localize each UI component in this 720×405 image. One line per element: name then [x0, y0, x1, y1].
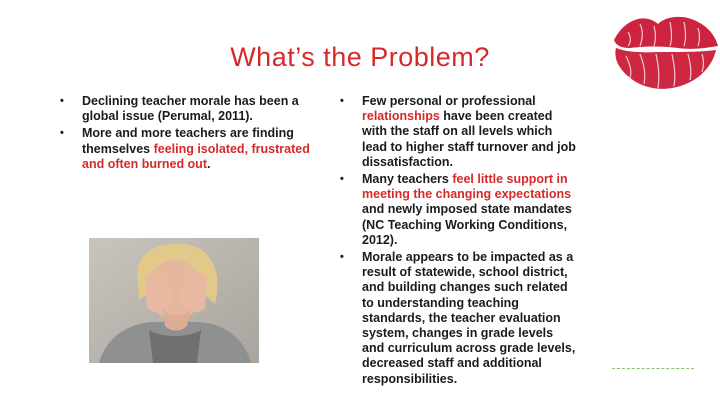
bullet-text-end: . [206, 156, 211, 171]
list-item [60, 94, 322, 124]
left-column [60, 94, 322, 174]
bullet-text: More and more teachers are finding themselves [82, 126, 294, 156]
bullet-text: Few personal or professional [362, 94, 536, 108]
slide-title: What’s the Problem? [230, 42, 490, 72]
decorative-dashed-line [612, 368, 694, 369]
bullet-text: Morale appears to be impacted as a result of statewide, school district, and building changes such related to understanding teaching standards, the teacher evaluation system, changes in grade levels and curriculum across grade levels, decreased staff and additional responsibilities. [362, 250, 576, 386]
bullet-text-end: have been created with the staff on all levels which lead to higher staff turnover and job dissatisfaction. [362, 109, 576, 169]
right-bullet-list [340, 94, 576, 387]
list-item [340, 250, 576, 387]
bullet-text: Many teachers [362, 172, 453, 187]
list-item [60, 126, 322, 172]
bullet-text: Declining teacher morale has been a global issue (Perumal, 2011). [82, 94, 299, 124]
bullet-icon: • [60, 127, 64, 140]
stressed-teacher-photo [89, 238, 259, 363]
highlighted-text: relationships [362, 109, 440, 124]
highlighted-text: feel little support in meeting the changing expectations [362, 172, 572, 202]
bullet-text-end: and newly imposed state mandates (NC Teaching Working Conditions, 2012). [362, 202, 572, 247]
bullet-icon: • [60, 95, 64, 107]
bullet-icon: • [340, 173, 344, 186]
highlighted-text: feeling isolated, frustrated and often burned out [82, 141, 310, 171]
list-item [340, 172, 576, 248]
list-item [340, 94, 576, 170]
bullet-icon: • [340, 251, 344, 264]
bullet-icon: • [340, 95, 344, 107]
right-column [340, 94, 576, 389]
left-bullet-list [60, 94, 322, 172]
lips-kiss-icon [606, 2, 720, 94]
